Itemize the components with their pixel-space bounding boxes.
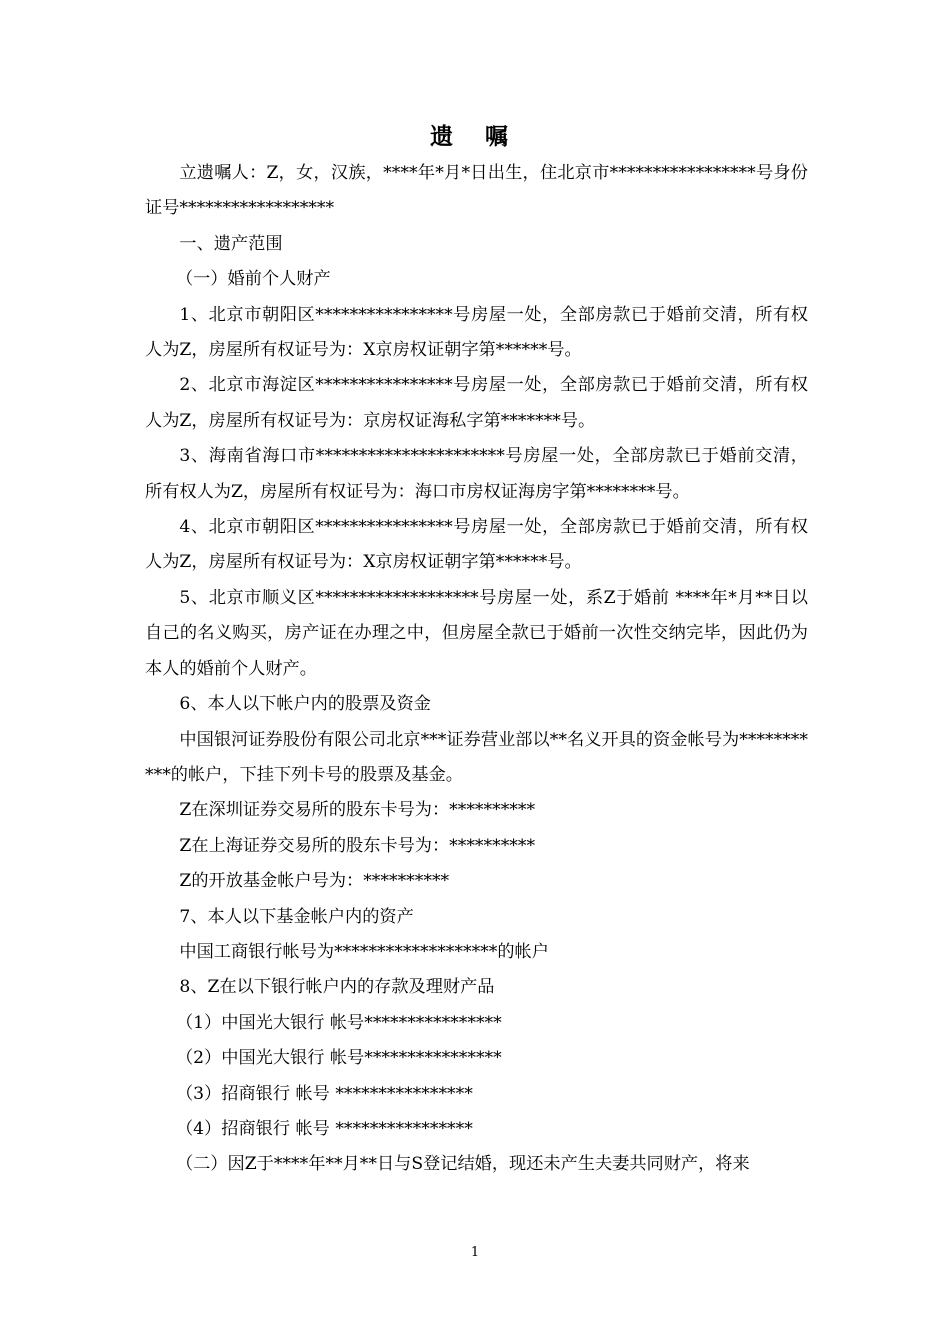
bank-account-item: （3）招商银行 帐号 **************** [175,1083,473,1104]
subsection-marital-property: （二）因Z于****年**月**日与S登记结婚，现还未产生夫妻共同财产，将来 [175,1154,750,1175]
icbc-account: 中国工商银行帐号为*******************的帐户 [179,941,549,962]
subsection-heading-premarital-property: （一）婚前个人财产 [175,269,331,290]
bank-account-item: （2）中国光大银行 帐号**************** [175,1048,502,1069]
section-heading-estate-scope: 一、遗产范围 [179,233,283,254]
property-item-5: 5、北京市顺义区*******************号房屋一处，系Z于婚前 ****年*月**日以自己的名义购买，房产证在办理之中，但房屋全款已于婚前一次性交纳完毕，因此仍为本人的婚前个人财产。 [145,587,808,679]
property-item-8-heading: 8、Z在以下银行帐户内的存款及理财产品 [179,977,495,998]
bank-account-item: （1）中国光大银行 帐号**************** [175,1012,502,1033]
property-item-3: 3、海南省海口市**********************号房屋一处，全部房款已于婚前交清，所有权人为Z，房屋所有权证号为：海口市房权证海房字第********号。 [145,446,808,502]
shenzhen-shareholder-card: Z在深圳证券交易所的股东卡号为：********** [179,800,536,821]
securities-account-paragraph: 中国银河证券股份有限公司北京***证券营业部以**名义开具的资金帐号为***********的帐户，下挂下列卡号的股票及基金。 [145,729,808,785]
open-fund-account: Z的开放基金帐户号为：********** [179,871,450,892]
shanghai-shareholder-card: Z在上海证券交易所的股东卡号为：********** [179,835,536,856]
property-item-6-heading: 6、本人以下帐户内的股票及资金 [179,694,431,715]
property-item-1: 1、北京市朝阳区****************号房屋一处，全部房款已于婚前交清，所有权人为Z，房屋所有权证号为：X京房权证朝字第******号。 [145,304,808,361]
property-item-2: 2、北京市海淀区****************号房屋一处，全部房款已于婚前交清，所有权人为Z，房屋所有权证号为：京房权证海私字第*******号。 [145,375,808,431]
bank-account-item: （4）招商银行 帐号 **************** [175,1118,473,1139]
document-title: 遗 嘱 [429,123,520,150]
testator-info-paragraph: 立遗嘱人：Z，女，汉族，****年*月*日出生，住北京市*****************号身份证号****************** [145,163,808,219]
property-item-4: 4、北京市朝阳区****************号房屋一处，全部房款已于婚前交清，所有权人为Z，房屋所有权证号为：X京房权证朝字第******号。 [145,517,808,573]
page-number: 1 [470,1245,480,1260]
document-body [145,156,808,1183]
property-item-7-heading: 7、本人以下基金帐户内的资产 [179,906,414,927]
